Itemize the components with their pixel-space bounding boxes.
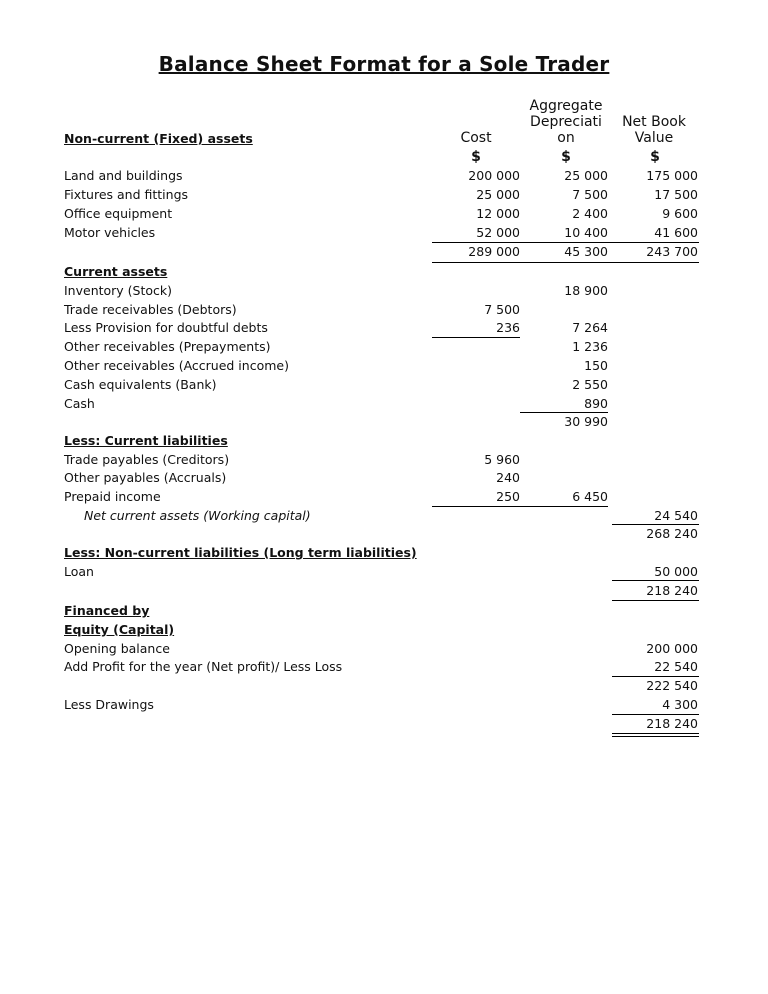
row-label: Less Provision for doubtful debts xyxy=(64,320,268,335)
currency-dep: $ xyxy=(561,149,571,165)
table-row xyxy=(64,187,704,206)
divider xyxy=(432,506,608,507)
row-label: Motor vehicles xyxy=(64,225,156,240)
depreciation-value: 2 400 xyxy=(572,206,608,221)
header-cost: Cost xyxy=(460,130,492,146)
receivables-value: 7 500 xyxy=(484,302,520,317)
divider xyxy=(612,714,699,715)
row-label: Cash equivalents (Bank) xyxy=(64,377,217,392)
totals-row xyxy=(64,678,704,697)
nbv-value: 9 600 xyxy=(662,206,698,221)
section-heading-financed-by xyxy=(64,603,704,622)
table-row xyxy=(64,641,704,660)
profit-value: 22 540 xyxy=(654,659,698,674)
table-row xyxy=(64,358,704,377)
accruals-value: 240 xyxy=(496,470,520,485)
table-row xyxy=(64,168,704,187)
currency-cost: $ xyxy=(471,149,481,165)
divider xyxy=(612,676,699,677)
table-row xyxy=(64,302,704,321)
table-row xyxy=(64,508,704,527)
net-assets-value: 218 240 xyxy=(646,583,698,598)
section-heading-current-liabilities xyxy=(64,433,704,452)
opening-balance-value: 200 000 xyxy=(646,641,698,656)
cost-total: 289 000 xyxy=(468,244,520,259)
heading-label: Equity (Capital) xyxy=(64,622,175,637)
row-label: Other payables (Accruals) xyxy=(64,470,227,485)
prepaid-income-value: 250 xyxy=(496,489,520,504)
heading-label: Non-current (Fixed) assets xyxy=(64,131,253,146)
table-row xyxy=(64,697,704,716)
row-label: Loan xyxy=(64,564,94,579)
header-agg-line2: Depreciati xyxy=(530,114,602,130)
row-label: Land and buildings xyxy=(64,168,183,183)
creditors-value: 5 960 xyxy=(484,452,520,467)
loan-value: 50 000 xyxy=(654,564,698,579)
nbv-value: 41 600 xyxy=(654,225,698,240)
table-row xyxy=(64,377,704,396)
row-label: Opening balance xyxy=(64,641,170,656)
depreciation-total: 45 300 xyxy=(564,244,608,259)
section-heading-current-assets xyxy=(64,264,704,283)
accrued-income-value: 150 xyxy=(584,358,608,373)
divider xyxy=(612,600,699,601)
row-label: Trade receivables (Debtors) xyxy=(64,302,237,317)
cost-value: 25 000 xyxy=(476,187,520,202)
table-row xyxy=(64,452,704,471)
heading-label: Less: Non-current liabilities (Long term liabilities) xyxy=(64,545,417,560)
section-heading-noncurrent-assets xyxy=(64,131,704,150)
header-agg-line1: Aggregate xyxy=(529,98,603,114)
currency-nbv: $ xyxy=(650,149,660,165)
double-underline xyxy=(612,733,699,737)
row-label: Prepaid income xyxy=(64,489,161,504)
row-label: Add Profit for the year (Net profit)/ Less Loss xyxy=(64,659,343,674)
inventory-value: 18 900 xyxy=(564,283,608,298)
row-label: Office equipment xyxy=(64,206,173,221)
divider xyxy=(432,262,699,263)
provision-value: 236 xyxy=(496,320,520,335)
nbv-value: 17 500 xyxy=(654,187,698,202)
row-label: Inventory (Stock) xyxy=(64,283,173,298)
table-row xyxy=(64,489,704,508)
heading-label: Current assets xyxy=(64,264,168,279)
table-row xyxy=(64,339,704,358)
row-label: Other receivables (Prepayments) xyxy=(64,339,271,354)
current-assets-total: 30 990 xyxy=(564,414,608,429)
subtotal-value: 268 240 xyxy=(646,526,698,541)
divider xyxy=(612,524,699,525)
heading-label: Financed by xyxy=(64,603,150,618)
current-liabilities-total: 6 450 xyxy=(572,489,608,504)
divider xyxy=(432,337,520,338)
header-agg-line3: on xyxy=(557,130,575,146)
table-row xyxy=(64,470,704,489)
row-label: Net current assets (Working capital) xyxy=(84,508,311,523)
totals-row xyxy=(64,716,704,735)
working-capital-value: 24 540 xyxy=(654,508,698,523)
net-receivables-value: 7 264 xyxy=(572,320,608,335)
table-row xyxy=(64,564,704,583)
row-label: Cash xyxy=(64,396,95,411)
row-label: Fixtures and fittings xyxy=(64,187,189,202)
depreciation-value: 25 000 xyxy=(564,168,608,183)
cost-value: 12 000 xyxy=(476,206,520,221)
table-row xyxy=(64,206,704,225)
totals-row xyxy=(64,244,704,263)
table-row xyxy=(64,396,704,415)
row-label: Other receivables (Accrued income) xyxy=(64,358,289,373)
depreciation-value: 10 400 xyxy=(564,225,608,240)
page-title: Balance Sheet Format for a Sole Trader xyxy=(158,52,610,76)
divider xyxy=(520,412,608,413)
row-label: Trade payables (Creditors) xyxy=(64,452,230,467)
depreciation-value: 7 500 xyxy=(572,187,608,202)
header-nbv-line2: Value xyxy=(634,130,674,146)
row-label: Less Drawings xyxy=(64,697,154,712)
divider xyxy=(432,242,699,243)
prepayments-value: 1 236 xyxy=(572,339,608,354)
nbv-total: 243 700 xyxy=(646,244,698,259)
section-heading-noncurrent-liabilities xyxy=(64,545,704,564)
nbv-value: 175 000 xyxy=(646,168,698,183)
heading-label: Less: Current liabilities xyxy=(64,433,228,448)
table-row xyxy=(64,283,704,302)
section-heading-equity xyxy=(64,622,704,641)
equity-subtotal-value: 222 540 xyxy=(646,678,698,693)
cost-value: 52 000 xyxy=(476,225,520,240)
drawings-value: 4 300 xyxy=(662,697,698,712)
totals-row xyxy=(64,414,704,433)
equity-total-value: 218 240 xyxy=(646,716,698,731)
table-row xyxy=(64,659,704,678)
totals-row xyxy=(64,583,704,602)
cash-value: 890 xyxy=(584,396,608,411)
header-nbv-line1: Net Book xyxy=(622,114,686,130)
cost-value: 200 000 xyxy=(468,168,520,183)
table-row xyxy=(64,320,704,339)
bank-value: 2 550 xyxy=(572,377,608,392)
divider xyxy=(612,580,699,581)
totals-row xyxy=(64,526,704,545)
